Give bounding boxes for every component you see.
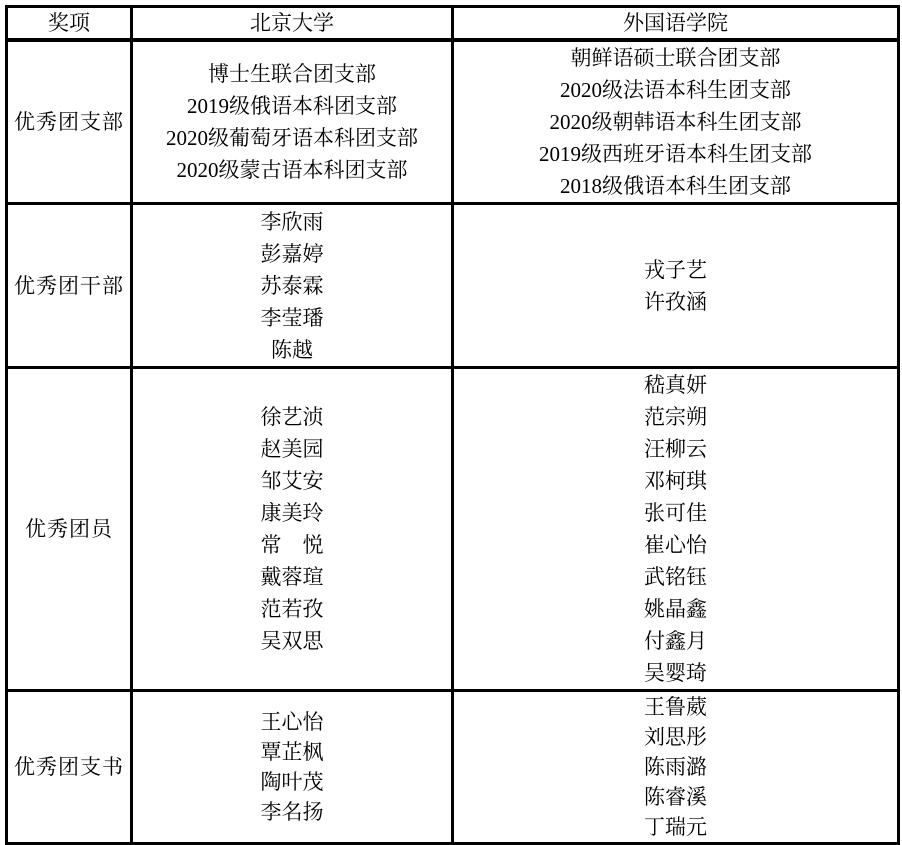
list-line: 2019级俄语本科团支部 bbox=[187, 94, 397, 118]
list-line: 王心怡 bbox=[260, 710, 324, 734]
list-line: 汪柳云 bbox=[644, 437, 707, 461]
list-line: 吴婴琦 bbox=[644, 661, 707, 685]
list-line: 丁瑞元 bbox=[644, 815, 707, 839]
list-line: 2019级西班牙语本科生团支部 bbox=[539, 142, 812, 166]
list-line: 陈雨潞 bbox=[644, 755, 707, 779]
list-line: 常 悦 bbox=[260, 533, 324, 557]
list-line: 2020级法语本科生团支部 bbox=[560, 78, 791, 102]
row-excellent-league-cadre bbox=[7, 204, 899, 368]
list-line: 刘思彤 bbox=[644, 725, 707, 749]
list-line: 张可佳 bbox=[644, 501, 707, 525]
list-line: 覃芷枫 bbox=[260, 740, 324, 764]
awards-table bbox=[5, 5, 900, 845]
list-line: 嵇真妍 bbox=[644, 373, 707, 397]
list-line: 陈睿溪 bbox=[644, 785, 707, 809]
list-line: 赵美园 bbox=[260, 437, 324, 461]
pku-branch-list bbox=[132, 40, 453, 204]
header-sfl: 外国语学院 bbox=[453, 7, 899, 41]
list-line: 戴蓉瑄 bbox=[260, 565, 324, 589]
award-name: 优秀团支书 bbox=[7, 691, 132, 844]
header-award: 奖项 bbox=[7, 7, 132, 41]
list-line: 李欣雨 bbox=[260, 209, 324, 234]
list-line: 2020级葡萄牙语本科团支部 bbox=[166, 126, 418, 150]
list-line: 戎子艺 bbox=[644, 257, 707, 282]
list-line: 许孜涵 bbox=[644, 289, 707, 314]
list-line: 武铭钰 bbox=[644, 565, 707, 589]
award-name: 优秀团员 bbox=[7, 368, 132, 691]
pku-member-list bbox=[132, 368, 453, 691]
list-line: 朝鲜语硕士联合团支部 bbox=[570, 46, 781, 70]
list-line: 2018级俄语本科生团支部 bbox=[560, 174, 791, 198]
sfl-member-list bbox=[453, 368, 899, 691]
list-line: 付鑫月 bbox=[644, 629, 707, 653]
header-row bbox=[7, 7, 899, 41]
award-name: 优秀团干部 bbox=[7, 204, 132, 368]
list-line: 李名扬 bbox=[260, 800, 324, 824]
sfl-branch-list bbox=[453, 40, 899, 204]
list-line: 2020级朝韩语本科生团支部 bbox=[549, 110, 802, 134]
list-line: 王鲁葳 bbox=[644, 695, 707, 719]
list-line: 博士生联合团支部 bbox=[208, 62, 376, 86]
header-pku: 北京大学 bbox=[132, 7, 453, 41]
pku-secretary-list bbox=[132, 691, 453, 844]
row-excellent-branch-secretary bbox=[7, 691, 899, 844]
list-line: 范若孜 bbox=[260, 597, 324, 621]
list-line: 彭嘉婷 bbox=[260, 241, 324, 266]
pku-cadre-list bbox=[132, 204, 453, 368]
list-line: 姚晶鑫 bbox=[644, 597, 707, 621]
list-line: 崔心怡 bbox=[644, 533, 707, 557]
list-line: 邹艾安 bbox=[260, 469, 324, 493]
sfl-cadre-list bbox=[453, 204, 899, 368]
sfl-secretary-list bbox=[453, 691, 899, 844]
list-line: 邓柯琪 bbox=[644, 469, 707, 493]
list-line: 吴双思 bbox=[260, 629, 324, 653]
row-excellent-league-branch bbox=[7, 40, 899, 204]
list-line: 陈越 bbox=[271, 337, 313, 362]
list-line: 李莹璠 bbox=[260, 305, 324, 330]
list-line: 康美玲 bbox=[260, 501, 324, 525]
list-line: 苏泰霖 bbox=[260, 273, 324, 298]
award-name: 优秀团支部 bbox=[7, 40, 132, 204]
list-line: 范宗朔 bbox=[644, 405, 707, 429]
list-line: 陶叶茂 bbox=[260, 770, 324, 794]
list-line: 2020级蒙古语本科团支部 bbox=[176, 158, 408, 182]
list-line: 徐艺浈 bbox=[260, 405, 324, 429]
row-excellent-league-member bbox=[7, 368, 899, 691]
